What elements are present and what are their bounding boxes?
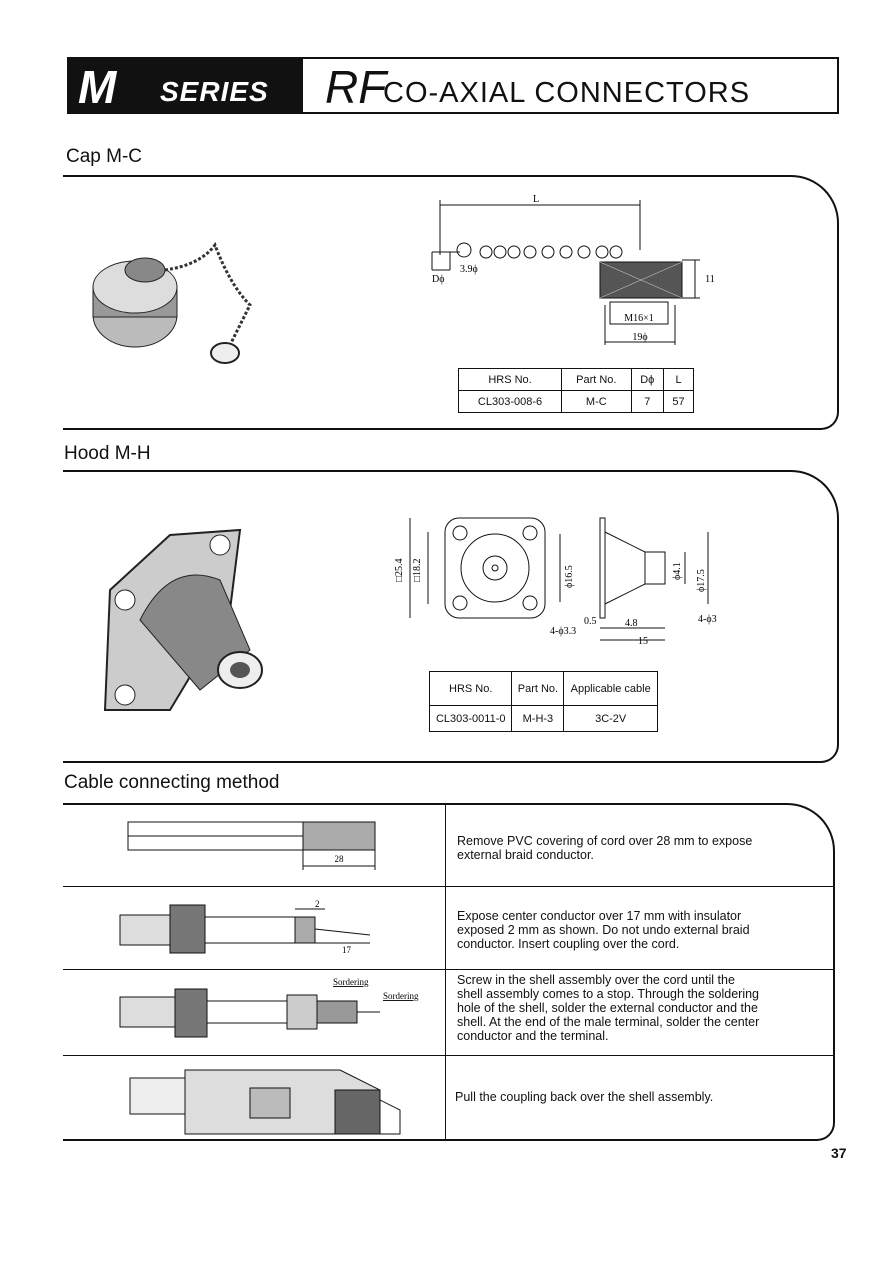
cap-dim-thread: M16×1 xyxy=(624,313,654,324)
hood-dim-holes: 4-ϕ3.3 xyxy=(550,626,577,637)
step2-drawing xyxy=(115,895,390,963)
hood-dim-175: ϕ17.5 xyxy=(696,569,707,592)
cap-dim-19: 19ϕ xyxy=(632,332,648,343)
hood-dim-18: □18.2 xyxy=(412,558,423,582)
step3-text: Screw in the shell assembly over the cord until the shell assembly comes to a stop. Through the soldering hole of the shell, solder the external conductor and the shell. At the end of the male terminal, solder the center conductor and the terminal. xyxy=(457,973,760,1043)
header-m: M xyxy=(78,61,117,113)
cap-td-part: M-C xyxy=(562,391,631,413)
step-divider-1 xyxy=(63,886,833,887)
cap-th-hrs: HRS No. xyxy=(459,369,562,391)
header-title: CO-AXIAL CONNECTORS xyxy=(383,77,751,109)
cap-td-hrs: CL303-008-6 xyxy=(459,391,562,413)
page-number: 37 xyxy=(831,1145,847,1161)
hood-dim-25: □25.4 xyxy=(394,558,405,582)
hood-td-hrs: CL303-0011-0 xyxy=(430,706,512,732)
cable-section-title: Cable connecting method xyxy=(64,772,280,793)
hood-td-cable: 3C-2V xyxy=(564,706,658,732)
step2-len2: 2 xyxy=(315,899,320,909)
hood-th-part: Part No. xyxy=(512,672,564,706)
cap-td-l: 57 xyxy=(664,391,694,413)
cap-td-d: 7 xyxy=(631,391,664,413)
cap-dim-l: L xyxy=(532,194,540,205)
cap-th-part: Part No. xyxy=(562,369,631,391)
hood-dim-15: 15 xyxy=(638,636,648,647)
hood-spec-table xyxy=(429,671,658,732)
hood-th-cable: Applicable cable xyxy=(564,672,658,706)
cap-dim-dphi: Dϕ xyxy=(432,274,445,285)
step1-len: 28 xyxy=(334,854,344,864)
hood-dimension-drawing xyxy=(390,510,740,650)
step3-drawing xyxy=(115,975,445,1051)
hood-th-hrs: HRS No. xyxy=(430,672,512,706)
hood-dim-41: ϕ4.1 xyxy=(672,562,683,580)
step2-len17: 17 xyxy=(342,945,351,955)
cap-spec-table xyxy=(458,368,694,413)
step1-drawing xyxy=(120,812,390,877)
hood-section-title: Hood M-H xyxy=(64,443,151,464)
hood-dim-05: 0.5 xyxy=(584,616,597,627)
header-rf: RF xyxy=(325,61,387,113)
cap-dim-3-9: 3.9ϕ xyxy=(460,264,478,275)
cap-photo xyxy=(90,225,300,375)
step3-sordering2: Sordering xyxy=(383,991,419,1001)
cap-th-l: L xyxy=(664,369,694,391)
header-series: SERIES xyxy=(160,76,269,107)
hood-dim-16: ϕ16.5 xyxy=(564,565,575,588)
cap-dimension-drawing xyxy=(420,190,720,355)
step3-sordering1: Sordering xyxy=(333,977,369,987)
hood-dim-48: 4.8 xyxy=(625,618,638,629)
cap-section-title: Cap M-C xyxy=(66,146,143,167)
step4-text: Pull the coupling back over the shell assembly. xyxy=(455,1090,714,1104)
cap-dim-11: 11 xyxy=(705,274,715,285)
step2-text: Expose center conductor over 17 mm with insulator exposed 2 mm as shown. Do not undo external braid conductor. Insert coupling over the cord. xyxy=(457,909,750,951)
cap-th-d: Dϕ xyxy=(631,369,664,391)
cable-column-divider xyxy=(445,803,446,1139)
step4-drawing xyxy=(120,1060,440,1138)
step-divider-2 xyxy=(63,969,833,970)
hood-td-part: M-H-3 xyxy=(512,706,564,732)
step-divider-3 xyxy=(63,1055,833,1056)
step1-text: Remove PVC covering of cord over 28 mm to expose external braid conductor. xyxy=(457,834,753,862)
hood-dim-3: 4-ϕ3 xyxy=(698,614,717,625)
hood-photo xyxy=(100,520,280,720)
